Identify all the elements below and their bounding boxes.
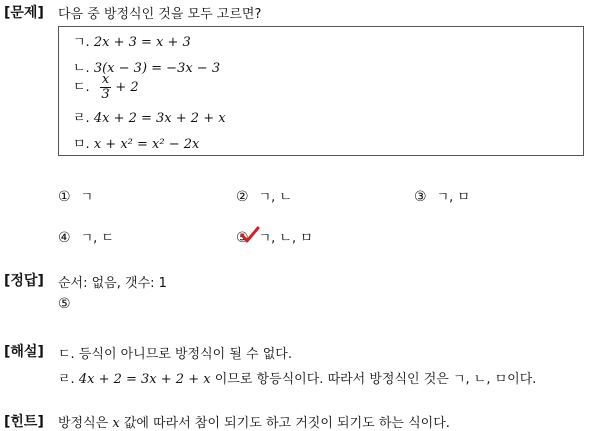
condition-label: ㅁ. <box>73 137 90 152</box>
condition-label: ㄷ. <box>73 80 90 95</box>
condition-expr: x + x² = x² − 2x <box>93 137 200 152</box>
problem-tag: [문제] <box>4 5 44 21</box>
option-number: ② <box>236 189 249 205</box>
checkmark-icon <box>240 226 260 244</box>
condition-label: ㄱ. <box>73 35 90 50</box>
answer-tag: [정답] <box>4 273 44 289</box>
option-3[interactable] <box>414 186 470 205</box>
fraction <box>100 73 111 102</box>
option-4[interactable] <box>58 227 114 246</box>
condition-label: ㄹ. <box>73 111 90 126</box>
condition-5 <box>73 133 199 152</box>
condition-1 <box>73 31 191 50</box>
option-text: ㄱ, ㄴ, ㅁ <box>258 231 313 246</box>
answer-value: ⑤ <box>58 296 71 312</box>
explanation-line-1: ㄷ. 등식이 아니므로 방정식이 될 수 없다. <box>58 347 292 362</box>
answer-info: 순서: 없음, 갯수: 1 <box>58 276 167 291</box>
hint-part-1: 방정식은 <box>58 416 109 431</box>
option-number: ① <box>58 189 71 205</box>
hint-text <box>58 412 450 431</box>
conditions-box <box>58 26 584 156</box>
hint-part-2: 값에 따라서 참이 되기도 하고 거짓이 되기도 하는 식이다. <box>123 416 450 431</box>
explanation-tag: [해설] <box>4 344 44 360</box>
condition-expr: 2x + 3 = x + 3 <box>93 35 191 50</box>
option-number: ⑤ <box>236 230 249 246</box>
option-1[interactable] <box>58 186 93 205</box>
explanation-label: ㄹ. <box>58 372 75 387</box>
condition-expr: + 2 <box>115 80 139 95</box>
hint-tag: [힌트] <box>4 414 44 430</box>
hint-variable: x <box>112 416 120 431</box>
option-2[interactable] <box>236 186 292 205</box>
option-number: ④ <box>58 230 71 246</box>
condition-expr: 4x + 2 = 3x + 2 + x <box>93 111 226 126</box>
condition-4 <box>73 107 226 126</box>
condition-3 <box>73 73 139 102</box>
option-text: ㄱ <box>80 190 94 205</box>
option-text: ㄱ, ㄴ <box>258 190 292 205</box>
explanation-expr: 4x + 2 = 3x + 2 + x <box>78 372 211 387</box>
question-text: 다음 중 방정식인 것을 모두 고르면? <box>58 7 262 22</box>
explanation-text: 이므로 항등식이다. 따라서 방정식인 것은 ㄱ, ㄴ, ㅁ이다. <box>214 372 537 387</box>
condition-label: ㄴ. <box>73 61 90 76</box>
option-number: ③ <box>414 189 427 205</box>
option-text: ㄱ, ㄷ <box>80 231 114 246</box>
option-text: ㄱ, ㅁ <box>436 190 470 205</box>
explanation-line-2 <box>58 368 536 387</box>
condition-expr: 3(x − 3) = −3x − 3 <box>93 61 221 76</box>
fraction-numerator: x <box>101 72 110 87</box>
fraction-denominator: 3 <box>101 87 110 102</box>
